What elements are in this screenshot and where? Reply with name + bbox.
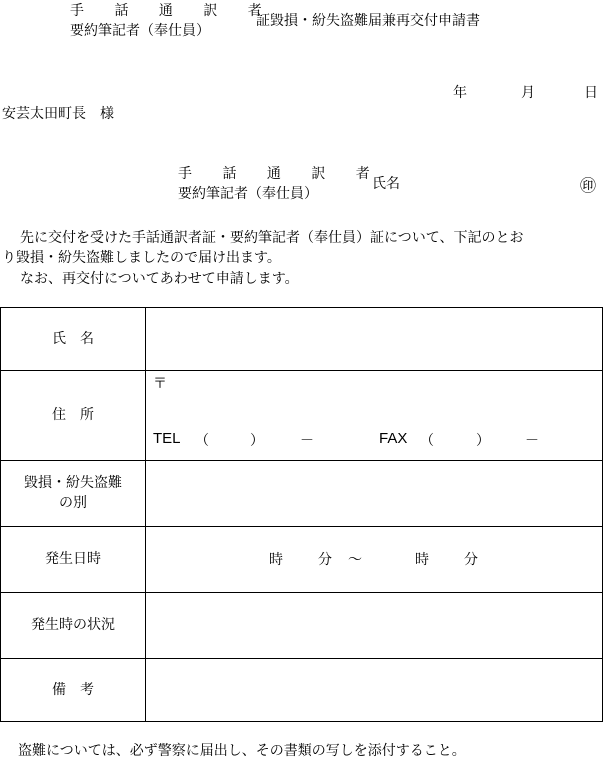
applicant-name-label: 氏名 — [372, 176, 400, 192]
occurrence-time-field[interactable] — [146, 526, 602, 592]
date-year: 年 — [453, 85, 467, 101]
fax-open-paren: （ — [420, 433, 434, 449]
tel-close-paren: ） — [250, 433, 264, 449]
footer-note: 盗難については、必ず警察に届出し、その書類の写しを添付すること。 — [18, 743, 466, 759]
address-field[interactable] — [146, 370, 602, 460]
fax-close-paren: ） — [476, 433, 490, 449]
applicant-line1: 手 話 通 訳 者 — [178, 166, 383, 182]
type-label-line1: 毀損・紛失盗難 — [24, 475, 122, 491]
time-minute-1: 分 — [318, 552, 332, 568]
date-month: 月 — [521, 85, 535, 101]
addressee: 安芸太田町長 様 — [2, 106, 114, 122]
tel-open-paren: （ — [195, 433, 209, 449]
situation-row-label — [1, 592, 145, 658]
body-text-line3: なお、再交付についてあわせて申請します。 — [20, 271, 299, 287]
header-title-right: 証毀損・紛失盗難届兼再交付申請書 — [256, 13, 480, 29]
address-label: 住 所 — [52, 407, 94, 423]
situation-field[interactable] — [146, 592, 602, 658]
fax-label: FAX — [379, 430, 408, 447]
time-hour-2: 時 — [415, 552, 429, 568]
header-title-line2: 要約筆記者（奉仕員） — [70, 23, 210, 39]
address-row-label — [1, 370, 145, 460]
type-label-line2: の別 — [59, 495, 87, 511]
tel-dash: － — [300, 433, 314, 449]
remarks-row-label — [1, 658, 145, 721]
name-field[interactable] — [146, 308, 602, 370]
date-row-label — [1, 526, 145, 592]
body-text-line1: 先に交付を受けた手話通訳者証・要約筆記者（奉仕員）証について、下記のとお — [20, 230, 524, 246]
applicant-line2: 要約筆記者（奉仕員） — [178, 186, 318, 202]
time-minute-2: 分 — [464, 552, 478, 568]
situation-label: 発生時の状況 — [31, 617, 115, 633]
fax-dash: － — [525, 433, 539, 449]
body-text-line2: り毀損・紛失盗難しましたので届け出ます。 — [2, 250, 281, 266]
type-row-label — [1, 460, 145, 526]
name-label: 氏 名 — [52, 331, 94, 347]
application-table — [0, 307, 603, 722]
time-tilde: ～ — [348, 552, 362, 568]
postal-mark: 〒 — [153, 376, 167, 392]
remarks-field[interactable] — [146, 658, 602, 721]
date-label: 発生日時 — [45, 551, 101, 567]
tel-label: TEL — [153, 430, 181, 447]
seal-mark: ㊞ — [580, 176, 597, 195]
time-hour-1: 時 — [269, 552, 283, 568]
type-field[interactable] — [146, 460, 602, 526]
name-row-label — [1, 308, 145, 370]
header-title-line1: 手 話 通 訳 者 — [70, 3, 275, 19]
date-day: 日 — [584, 85, 598, 101]
remarks-label: 備 考 — [52, 681, 94, 698]
